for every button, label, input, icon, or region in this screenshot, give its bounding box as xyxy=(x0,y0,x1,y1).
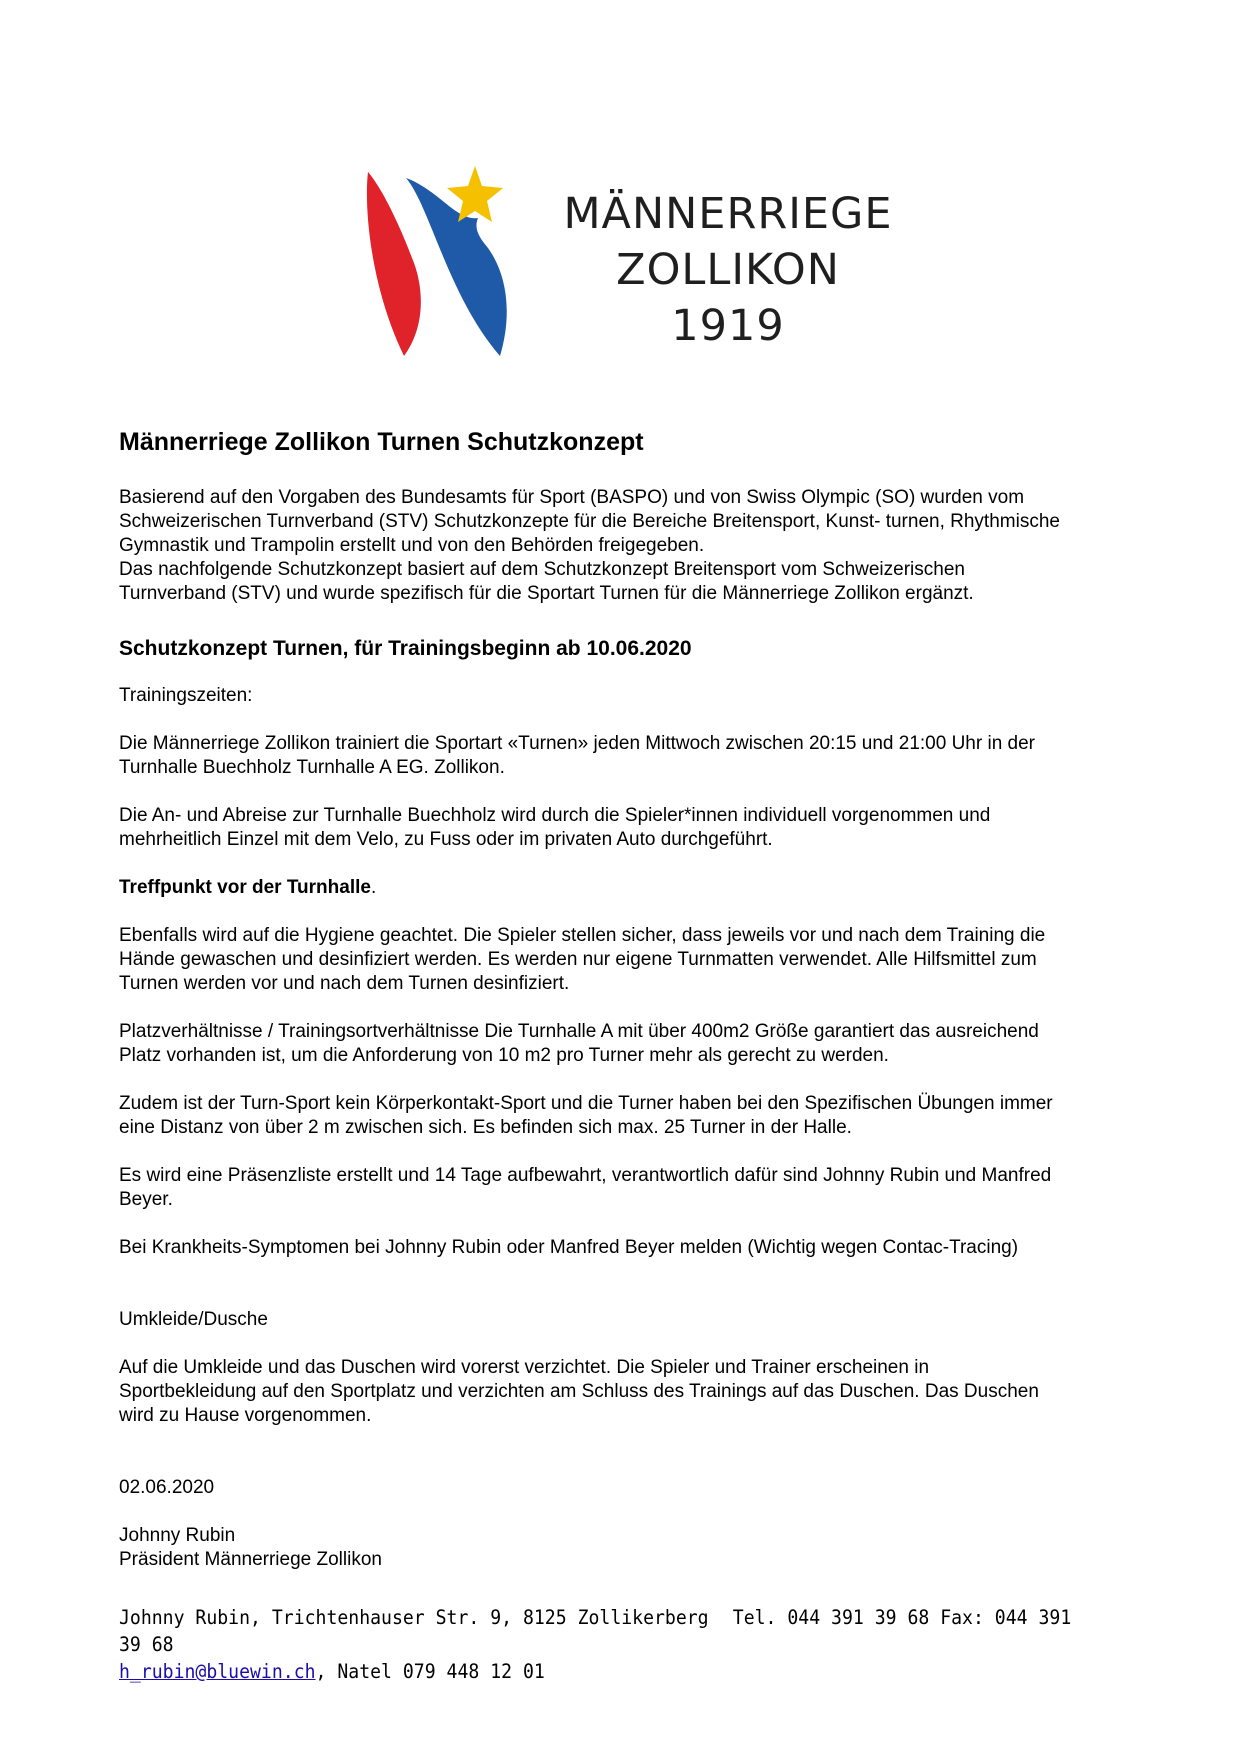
praesenz-paragraph xyxy=(119,1164,1159,1212)
footer-natel: , Natel 079 448 12 01 xyxy=(315,1660,545,1683)
document-body xyxy=(119,422,1159,1572)
intro-paragraph xyxy=(119,486,1159,606)
text-line: Hände gewaschen und desinfiziert werden. Es werden nur eigene Turnmatten verwendet. Alle Hilfsmittel zum xyxy=(119,949,1037,970)
trainingszeiten-label: Trainingszeiten: xyxy=(119,685,253,706)
footer-address: Johnny Rubin, Trichtenhauser Str. 9, 8125 Zollikerberg xyxy=(119,1606,709,1629)
hygiene-paragraph xyxy=(119,924,1159,996)
text-line: Turnhalle Buechholz Turnhalle A EG. Zollikon. xyxy=(119,757,505,778)
logo-line-3: 1919 xyxy=(671,301,785,351)
kontakt-paragraph xyxy=(119,1092,1159,1140)
krank-paragraph: Bei Krankheits-Symptomen bei Johnny Rubin oder Manfred Beyer melden (Wichtig wegen Contac-Tracing) xyxy=(119,1237,1019,1258)
umkleide-paragraph xyxy=(119,1356,1159,1428)
signature-block xyxy=(119,1524,1159,1572)
text-line: Zudem ist der Turn-Sport kein Körperkontakt-Sport und die Turner haben bei den Spezifischen Übungen immer xyxy=(119,1093,1053,1114)
footer-line-2 xyxy=(119,1658,1086,1685)
logo-blue-stroke xyxy=(406,178,507,356)
signer-role: Präsident Männerriege Zollikon xyxy=(119,1549,382,1570)
text-line: Ebenfalls wird auf die Hygiene geachtet. Die Spieler stellen sicher, dass jeweils vor und nach dem Training die xyxy=(119,925,1046,946)
footer-phone: Tel. 044 391 39 68 Fax: 044 391 39 68 xyxy=(119,1606,1072,1656)
document-title: Männerriege Zollikon Turnen Schutzkonzept xyxy=(119,428,644,456)
text-line: Die Männerriege Zollikon trainiert die Sportart «Turnen» jeden Mittwoch zwischen 20:15 und 21:00 Uhr in der xyxy=(119,733,1036,754)
section-subtitle: Schutzkonzept Turnen, für Trainingsbeginn ab 10.06.2020 xyxy=(119,637,692,660)
club-logo xyxy=(360,166,915,358)
intro-line: Schweizerischen Turnverband (STV) Schutzkonzepte für die Bereiche Breitensport, Kunst- turnen, Rhythmische xyxy=(119,511,1060,532)
intro-line: Gymnastik und Trampolin erstellt und von den Behörden freigegeben. xyxy=(119,535,705,556)
treffpunkt-paragraph xyxy=(119,876,1159,900)
umkleide-label: Umkleide/Dusche xyxy=(119,1309,268,1330)
text-line: eine Distanz von über 2 m zwischen sich. Es befinden sich max. 25 Turner in der Halle. xyxy=(119,1117,852,1138)
text-line: Platzverhältnisse / Trainingsortverhältnisse Die Turnhalle A mit über 400m2 Größe garantiert das ausreichend xyxy=(119,1021,1039,1042)
text-line: Die An- und Abreise zur Turnhalle Buechholz wird durch die Spieler*innen individuell vorgenommen und xyxy=(119,805,991,826)
training-paragraph xyxy=(119,732,1159,780)
text-line: Platz vorhanden ist, um die Anforderung von 10 m2 pro Turner mehr als gerecht zu werden. xyxy=(119,1045,889,1066)
email-link[interactable]: h_rubin@bluewin.ch xyxy=(119,1660,316,1683)
text-line: Sportbekleidung auf den Sportplatz und verzichten am Schluss des Trainings auf das Duschen. Das Duschen xyxy=(119,1381,1039,1402)
logo-red-stroke xyxy=(367,172,421,356)
platz-paragraph xyxy=(119,1020,1159,1068)
intro-line: Das nachfolgende Schutzkonzept basiert auf dem Schutzkonzept Breitensport vom Schweizerischen xyxy=(119,559,965,580)
text-line: wird zu Hause vorgenommen. xyxy=(119,1405,372,1426)
logo-wordmark xyxy=(548,186,908,354)
logo-line-2: ZOLLIKON xyxy=(616,245,840,295)
text-line: Es wird eine Präsenzliste erstellt und 14 Tage aufbewahrt, verantwortlich dafür sind Johnny Rubin und Manfred xyxy=(119,1165,1052,1186)
logo-emblem-icon xyxy=(360,166,550,358)
text-line: mehrheitlich Einzel mit dem Velo, zu Fuss oder im privaten Auto durchgeführt. xyxy=(119,829,773,850)
treffpunkt-end: . xyxy=(370,877,377,898)
document-date: 02.06.2020 xyxy=(119,1477,215,1498)
anreise-paragraph xyxy=(119,804,1159,852)
logo-line-1: MÄNNERRIEGE xyxy=(563,189,893,239)
intro-line: Turnverband (STV) und wurde spezifisch für die Sportart Turnen für die Männerriege Zollikon ergänzt. xyxy=(119,583,974,604)
signer-name: Johnny Rubin xyxy=(119,1525,236,1546)
text-line: Auf die Umkleide und das Duschen wird vorerst verzichtet. Die Spieler und Trainer erscheinen in xyxy=(119,1357,930,1378)
intro-line: Basierend auf den Vorgaben des Bundesamts für Sport (BASPO) und von Swiss Olympic (SO) wurden vom xyxy=(119,487,1025,508)
treffpunkt-bold: Treffpunkt vor der Turnhalle xyxy=(119,877,371,898)
text-line: Beyer. xyxy=(119,1189,173,1210)
footer-contact xyxy=(119,1604,1086,1685)
footer-line-1 xyxy=(119,1604,1086,1658)
text-line: Turnen werden vor und nach dem Turnen desinfiziert. xyxy=(119,973,570,994)
